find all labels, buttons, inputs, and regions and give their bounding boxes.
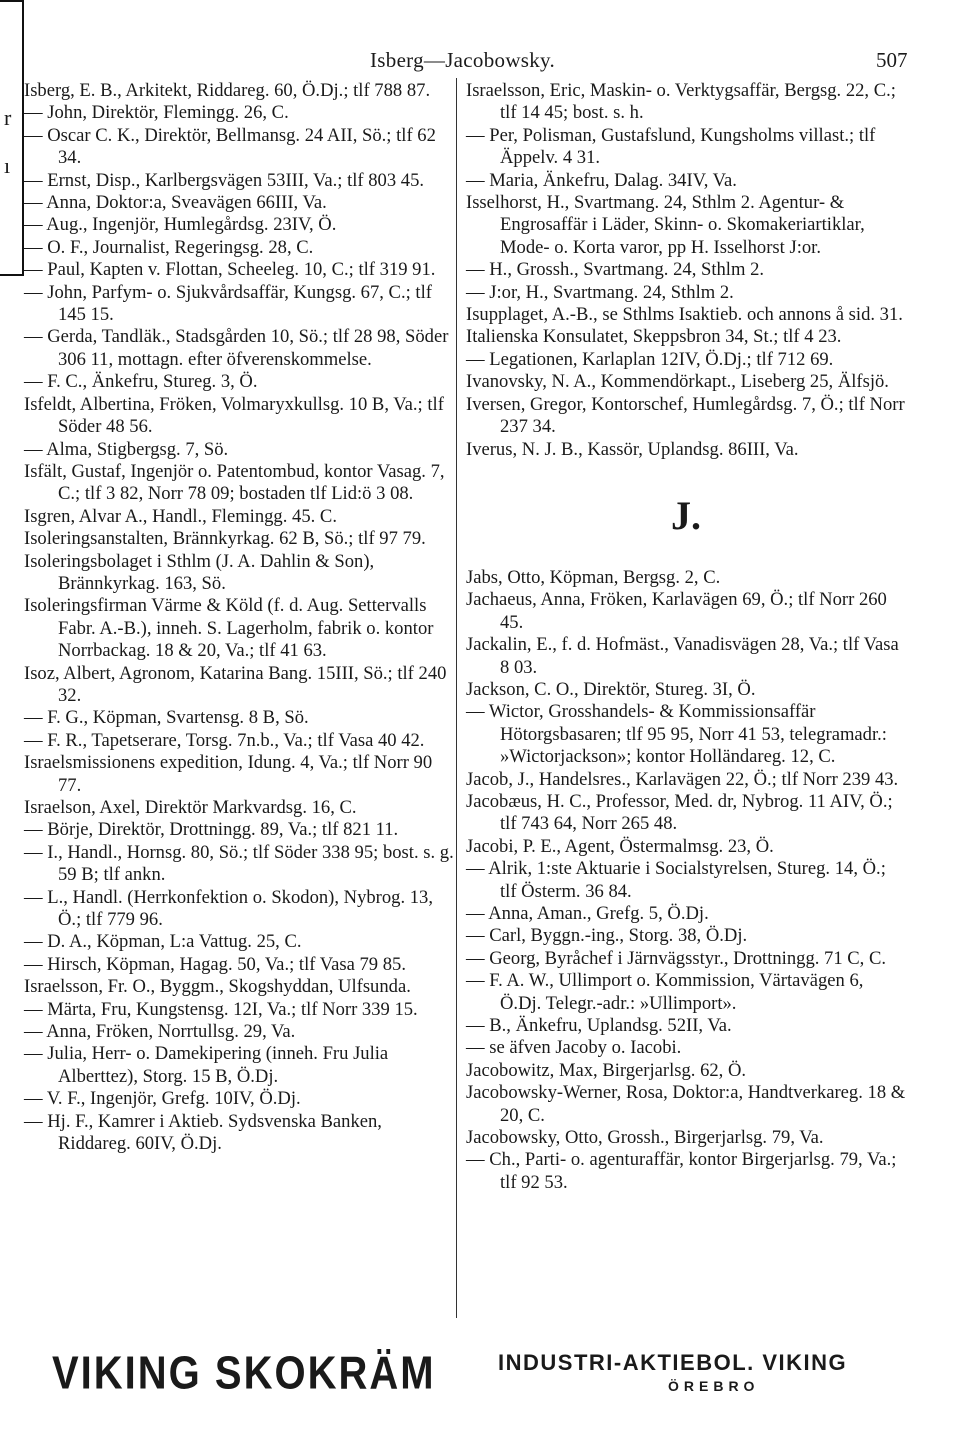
directory-entry: — L., Handl. (Herrkonfektion o. Skodon), Nybrog. 13, Ö.; tlf 779 96. <box>24 886 433 931</box>
edge-letter: r <box>4 105 12 130</box>
directory-entry: — V. F., Ingenjör, Grefg. 10IV, Ö.Dj. <box>24 1088 301 1110</box>
directory-entry: Isselhorst, H., Svartmang. 24, Sthlm 2. Agentur- & Engrosaffär i Läder, Skinn- o. Skomakeriartiklar, Mode- o. Korta varor, pp H. Isselhorst J:or. <box>466 192 865 258</box>
directory-entry: — Legationen, Karlaplan 12IV, Ö.Dj.; tlf 712 69. <box>466 348 834 370</box>
directory-entry: — John, Direktör, Flemingg. 26, C. <box>24 102 289 124</box>
directory-entry: Ivanovsky, N. A., Kommendörkapt., Liseberg 25, Älfsjö. <box>466 371 889 393</box>
directory-entry: Isoleringsanstalten, Brännkyrkag. 62 B, Sö.; tlf 97 79. <box>24 528 426 550</box>
right-column-top-entries <box>466 80 906 461</box>
directory-entry: — Oscar C. K., Direktör, Bellmansg. 24 AII, Sö.; tlf 62 34. <box>24 124 436 169</box>
directory-entry: — O. F., Journalist, Regeringsg. 28, C. <box>24 236 314 258</box>
directory-entry: — Paul, Kapten v. Flottan, Scheeleg. 10, C.; tlf 319 91. <box>24 259 436 281</box>
directory-entry: Jachaeus, Anna, Fröken, Karlavägen 69, Ö.; tlf Norr 260 45. <box>466 589 887 633</box>
directory-entry: Isfält, Gustaf, Ingenjör o. Patentombud, kontor Vasag. 7, C.; tlf 3 82, Norr 78 09; bostaden tlf Lid:ö 3 08. <box>24 460 445 505</box>
directory-entry: — Börje, Direktör, Drottningg. 89, Va.; tlf 821 11. <box>24 819 399 841</box>
directory-entry: Isoleringsfirman Värme & Köld (f. d. Aug. Settervalls Fabr. A.-B.), inneh. S. Lagerholm, fabrik o. kontor Norrbackag. 18 & 20, Va.; tlf 41 63. <box>24 595 434 662</box>
ad-company: INDUSTRI-AKTIEBOL. VIKING <box>498 1350 848 1375</box>
directory-entry: — Aug., Ingenjör, Humlegårdsg. 23IV, Ö. <box>24 214 337 236</box>
directory-entry: — Georg, Byråchef i Järnvägsstyr., Drottningg. 71 C, C. <box>466 947 887 969</box>
directory-entry: — Anna, Aman., Grefg. 5, Ö.Dj. <box>466 903 709 924</box>
directory-entry: — F. C., Änkefru, Stureg. 3, Ö. <box>24 371 258 393</box>
directory-entry: — F. A. W., Ullimport o. Kommission, Värtavägen 6, Ö.Dj. Telegr.-adr.: »Ullimport». <box>466 970 864 1014</box>
ad-city: ÖREBRO <box>668 1378 760 1394</box>
ad-brand: VIKING SKOKRÄM <box>52 1348 436 1399</box>
directory-entry: Jackson, C. O., Direktör, Stureg. 3I, Ö. <box>466 678 756 700</box>
directory-entry: — Julia, Herr- o. Damekipering (inneh. Fru Julia Alberttez), Storg. 15 B, Ö.Dj. <box>24 1043 389 1087</box>
directory-entry: — Märta, Fru, Kungstensg. 12I, Va.; tlf Norr 339 15. <box>24 998 418 1020</box>
directory-entry: Jacobowitz, Max, Birgerjarlsg. 62, Ö. <box>466 1059 747 1081</box>
directory-entry: Jacob, J., Handelsres., Karlavägen 22, Ö.; tlf Norr 239 43. <box>466 768 899 790</box>
directory-entry: — John, Parfym- o. Sjukvårdsaffär, Kungsg. 67, C.; tlf 145 15. <box>24 281 432 326</box>
directory-entry: Israelsson, Eric, Maskin- o. Verktygsaffär, Bergsg. 22, C.; tlf 14 45; bost. s. h. <box>466 80 896 124</box>
directory-entry: — Hj. F., Kamrer i Aktieb. Sydsvenska Banken, Riddareg. 60IV, Ö.Dj. <box>24 1110 382 1155</box>
directory-entry: — H., Grossh., Svartmang. 24, Sthlm 2. <box>466 259 765 281</box>
directory-entry: Iverus, N. J. B., Kassör, Uplandsg. 86III, Va. <box>466 438 799 460</box>
running-title: Isberg—Jacobowsky. <box>370 48 556 72</box>
directory-entry: — F. G., Köpman, Svartensg. 8 B, Sö. <box>24 707 309 729</box>
directory-entry: — D. A., Köpman, L:a Vattug. 25, C. <box>24 931 302 953</box>
directory-entry: Israelsmissionens expedition, Idung. 4, Va.; tlf Norr 90 77. <box>24 752 433 796</box>
directory-entry: — Anna, Doktor:a, Sveavägen 66III, Va. <box>24 192 327 214</box>
directory-entry: Italienska Konsulatet, Skeppsbron 34, St.; tlf 4 23. <box>466 326 842 348</box>
directory-entry: Jackalin, E., f. d. Hofmäst., Vanadisvägen 28, Va.; tlf Vasa 8 03. <box>466 634 899 678</box>
directory-entry: Jacobæus, H. C., Professor, Med. dr, Nybrog. 11 AIV, Ö.; tlf 743 64, Norr 265 48. <box>466 790 893 835</box>
directory-entry: — Alma, Stigbergsg. 7, Sö. <box>24 438 229 460</box>
right-column-bottom-entries <box>466 567 906 1194</box>
directory-entry: Isfeldt, Albertina, Fröken, Volmaryxkullsg. 10 B, Va.; tlf Söder 48 56. <box>24 393 444 438</box>
directory-entry: — Wictor, Grosshandels- & Kommissionsaffär Hötorgsbasaren; tlf 95 95, Norr 41 53, telegramadr.: »Wictorjackson»; kontor Holländareg. 12, C. <box>466 701 887 768</box>
directory-entry: Isberg, E. B., Arkitekt, Riddareg. 60, Ö.Dj.; tlf 788 87. <box>24 80 431 101</box>
right-column <box>466 80 906 1194</box>
directory-entry: — Gerda, Tandläk., Stadsgården 10, Sö.; tlf 28 98, Söder 306 11, mottagn. efter öfverenskommelse. <box>24 326 449 370</box>
page-header <box>0 48 960 84</box>
advertisement-footer <box>0 1346 960 1406</box>
directory-entry: Jacobowsky, Otto, Grossh., Birgerjarlsg. 79, Va. <box>466 1127 824 1149</box>
directory-entry: — se äfven Jacoby o. Iacobi. <box>466 1037 682 1059</box>
directory-entry: — I., Handl., Hornsg. 80, Sö.; tlf Söder 338 95; bost. s. g. 59 B; tlf ankn. <box>24 841 454 886</box>
edge-letter: ı <box>4 153 11 178</box>
edge-fragment-box <box>0 0 24 276</box>
column-divider <box>456 78 457 1318</box>
page-number: 507 <box>876 48 908 72</box>
directory-entry: Isupplaget, A.-B., se Sthlms Isaktieb. och annons å sid. 31. <box>466 304 903 326</box>
directory-entry: Jacobowsky-Werner, Rosa, Doktor:a, Handtverkareg. 18 & 20, C. <box>466 1082 906 1126</box>
directory-entry: Isoleringsbolaget i Sthlm (J. A. Dahlin & Son), Brännkyrkag. 163, Sö. <box>24 550 375 594</box>
directory-entry: Jabs, Otto, Köpman, Bergsg. 2, C. <box>466 566 721 588</box>
directory-entry: — Hirsch, Köpman, Hagag. 50, Va.; tlf Vasa 79 85. <box>24 953 406 975</box>
directory-entry: — Carl, Byggn.-ing., Storg. 38, Ö.Dj. <box>466 925 748 947</box>
directory-entry: Israelson, Axel, Direktör Markvardsg. 16, C. <box>24 797 357 818</box>
directory-entry: Isgren, Alvar A., Handl., Flemingg. 45. C. <box>24 505 337 527</box>
directory-entry: Jacobi, P. E., Agent, Östermalmsg. 23, Ö. <box>466 835 774 857</box>
directory-entry: — Per, Polisman, Gustafslund, Kungsholms villast.; tlf Äppelv. 4 31. <box>466 124 876 169</box>
directory-entry: — Maria, Änkefru, Dalag. 34IV, Va. <box>466 169 737 191</box>
directory-entry: — J:or, H., Svartmang. 24, Sthlm 2. <box>466 281 734 303</box>
left-column <box>24 80 454 1156</box>
directory-entry: — Anna, Fröken, Norrtullsg. 29, Va. <box>24 1021 296 1043</box>
directory-entry: — F. R., Tapetserare, Torsg. 7n.b., Va.; tlf Vasa 40 42. <box>24 729 425 751</box>
directory-entry: Isoz, Albert, Agronom, Katarina Bang. 15III, Sö.; tlf 240 32. <box>24 662 447 706</box>
directory-entry: — Alrik, 1:ste Aktuarie i Socialstyrelsen, Stureg. 14, Ö.; tlf Österm. 36 84. <box>466 858 886 902</box>
directory-entry: Iversen, Gregor, Kontorschef, Humlegårdsg. 7, Ö.; tlf Norr 237 34. <box>466 393 905 438</box>
section-letter: J. <box>671 492 701 538</box>
directory-entry: — Ch., Parti- o. agenturaffär, kontor Birgerjarlsg. 79, Va.; tlf 92 53. <box>466 1149 897 1193</box>
directory-entry: Israelsson, Fr. O., Byggm., Skogshyddan, Ulfsunda. <box>24 976 411 998</box>
directory-entry: — Ernst, Disp., Karlbergsvägen 53III, Va.; tlf 803 45. <box>24 169 425 191</box>
directory-entry: — B., Änkefru, Uplandsg. 52II, Va. <box>466 1015 732 1037</box>
